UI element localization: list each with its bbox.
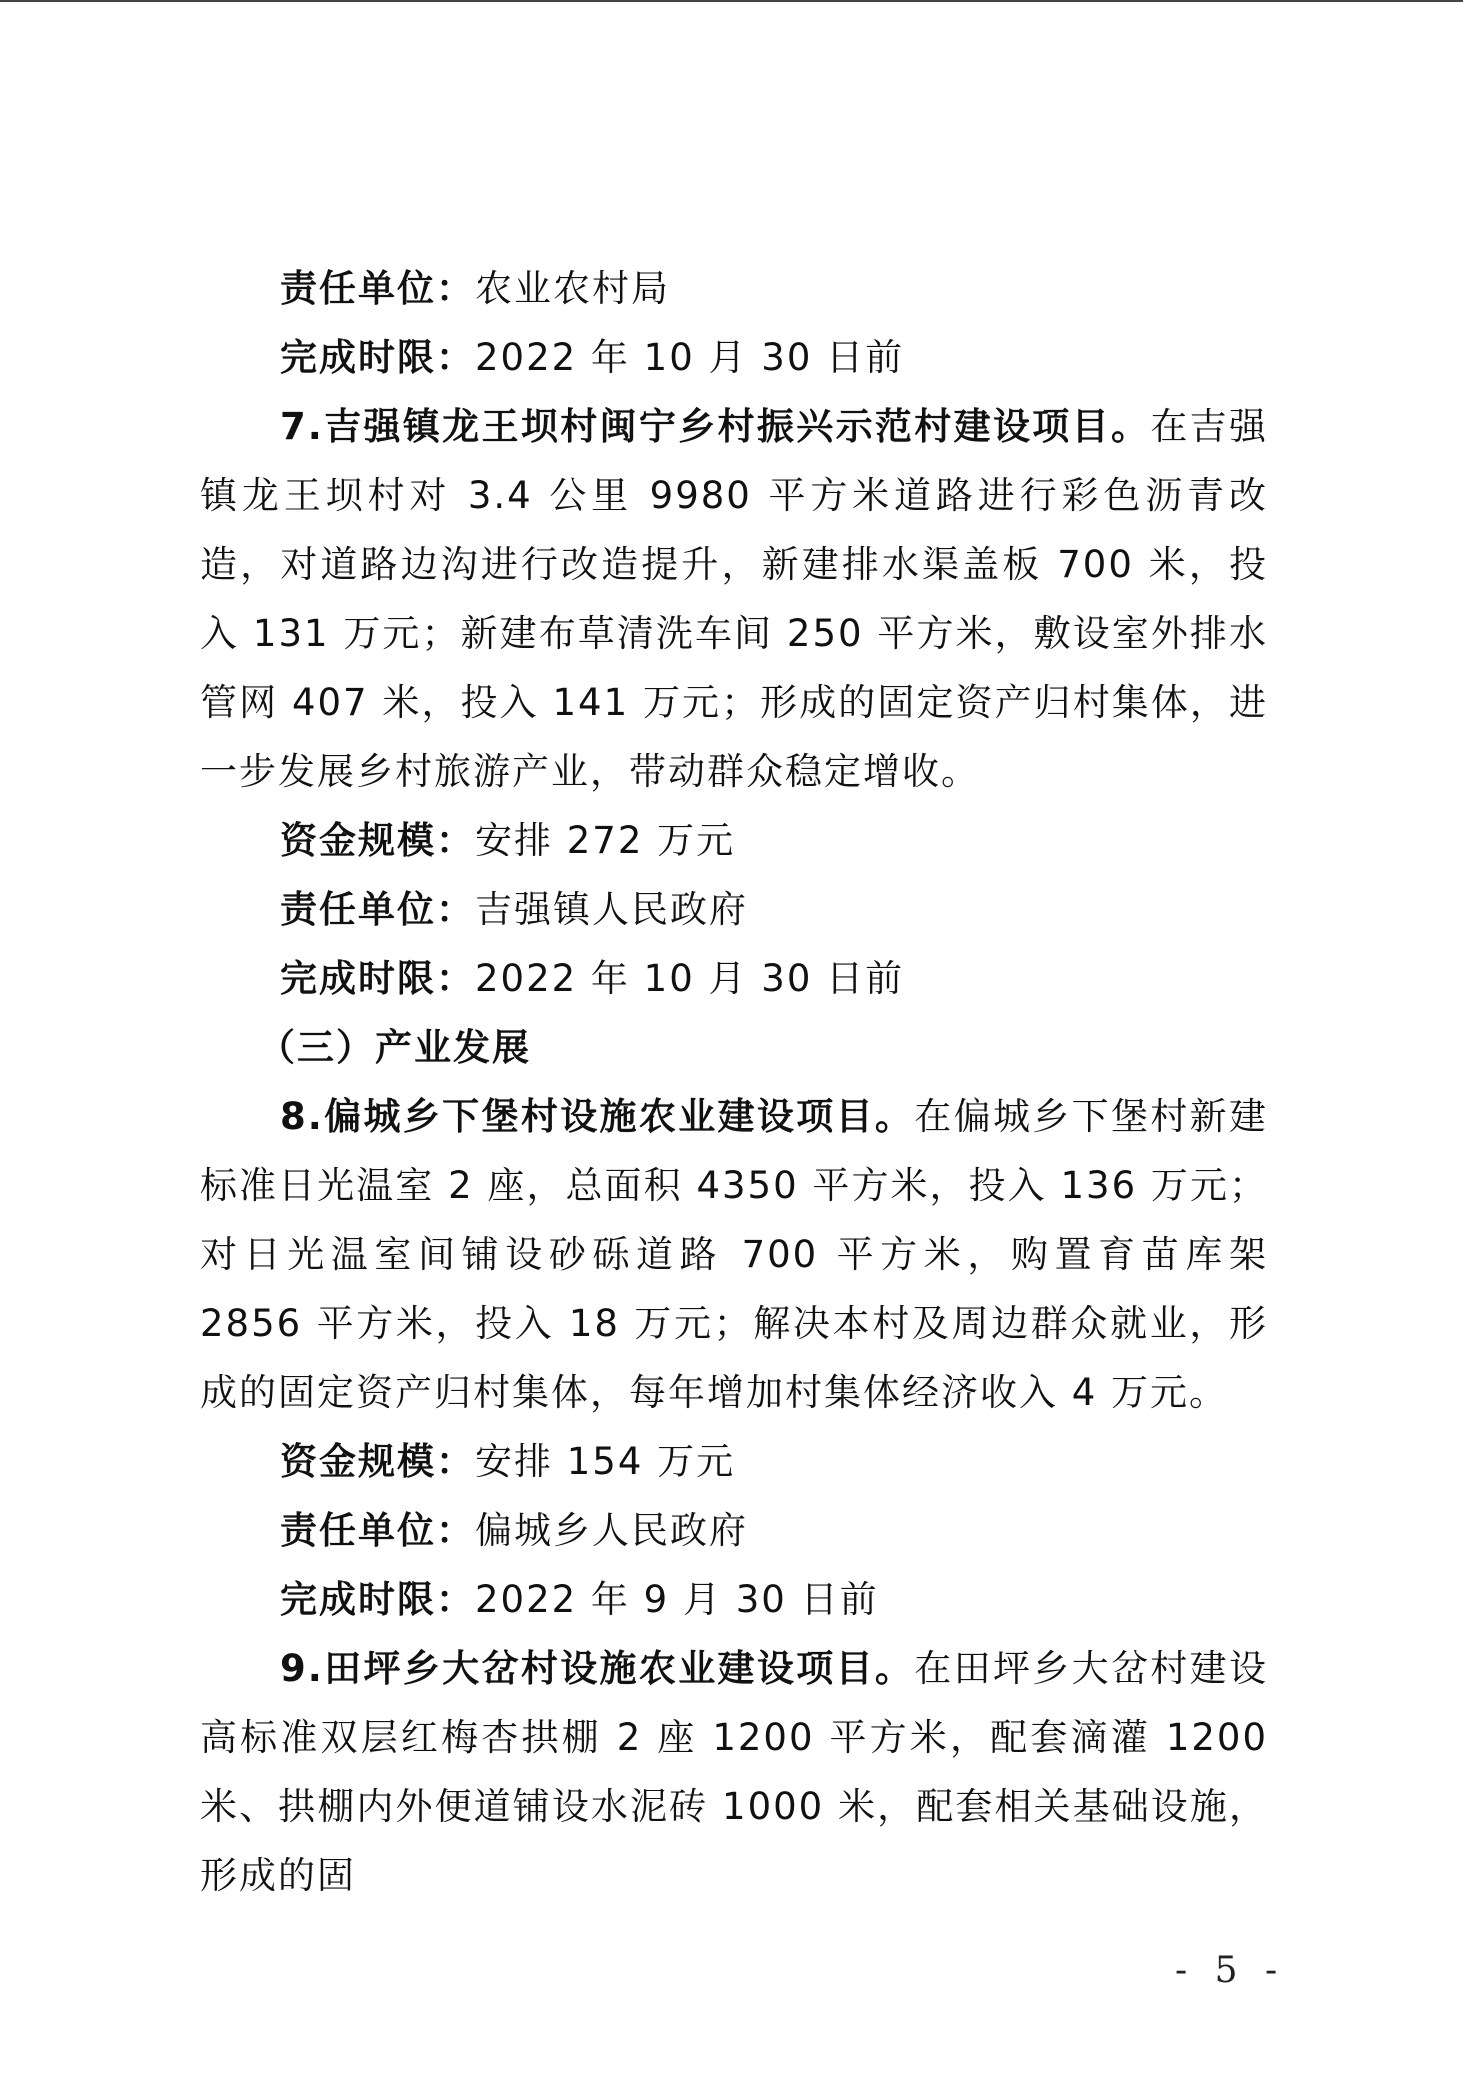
project-7-paragraph: [200, 392, 1268, 806]
project-title: 9.田坪乡大岔村设施农业建设项目。: [280, 1647, 915, 1690]
field-label: 完成时限：: [280, 1578, 475, 1621]
responsible-unit-line: [200, 254, 1268, 323]
field-value: 安排 272 万元: [475, 819, 736, 862]
deadline-line: [200, 1565, 1268, 1634]
field-value: 2022 年 10 月 30 日前: [475, 957, 905, 1000]
project-description: 在田坪乡大岔村建设高标准双层红梅杏拱棚 2 座 1200 平方米，配套滴灌 1200 米、拱棚内外便道铺设水泥砖 1000 米，配套相关基础设施，形成的固: [200, 1647, 1268, 1897]
responsible-unit-line: [200, 1496, 1268, 1565]
field-value: 2022 年 10 月 30 日前: [475, 336, 905, 379]
field-value: 安排 154 万元: [475, 1440, 736, 1483]
deadline-line: [200, 323, 1268, 392]
page-number: - 5 -: [1175, 1950, 1286, 1991]
field-value: 偏城乡人民政府: [475, 1509, 748, 1552]
field-label: 责任单位：: [280, 267, 475, 310]
responsible-unit-line: [200, 875, 1268, 944]
field-label: 完成时限：: [280, 336, 475, 379]
field-label: 资金规模：: [280, 819, 475, 862]
funding-line: [200, 1427, 1268, 1496]
section-heading-text: （三）产业发展: [258, 1026, 531, 1069]
project-8-paragraph: [200, 1082, 1268, 1427]
project-description: 在偏城乡下堡村新建标准日光温室 2 座，总面积 4350 平方米，投入 136 万元；对日光温室间铺设砂砾道路 700 平方米，购置育苗库架 2856 平方米，投入 18 万元；解决本村及周边群众就业，形成的固定资产归村集体，每年增加村集体经济收入 4 万元。: [200, 1095, 1268, 1414]
section-heading: [200, 1013, 1268, 1082]
field-label: 责任单位：: [280, 888, 475, 931]
field-label: 完成时限：: [280, 957, 475, 1000]
deadline-line: [200, 944, 1268, 1013]
field-value: 农业农村局: [475, 267, 670, 310]
project-title: 8.偏城乡下堡村设施农业建设项目。: [280, 1095, 915, 1138]
field-label: 责任单位：: [280, 1509, 475, 1552]
field-value: 2022 年 9 月 30 日前: [475, 1578, 879, 1621]
project-title: 7.吉强镇龙王坝村闽宁乡村振兴示范村建设项目。: [280, 405, 1151, 448]
document-body: [200, 254, 1268, 1910]
project-9-paragraph: [200, 1634, 1268, 1910]
project-description: 在吉强镇龙王坝村对 3.4 公里 9980 平方米道路进行彩色沥青改造，对道路边沟进行改造提升，新建排水渠盖板 700 米，投入 131 万元；新建布草清洗车间 250 平方米，敷设室外排水管网 407 米，投入 141 万元；形成的固定资产归村集体，进一步发展乡村旅游产业，带动群众稳定增收。: [200, 405, 1268, 793]
funding-line: [200, 806, 1268, 875]
field-label: 资金规模：: [280, 1440, 475, 1483]
field-value: 吉强镇人民政府: [475, 888, 748, 931]
